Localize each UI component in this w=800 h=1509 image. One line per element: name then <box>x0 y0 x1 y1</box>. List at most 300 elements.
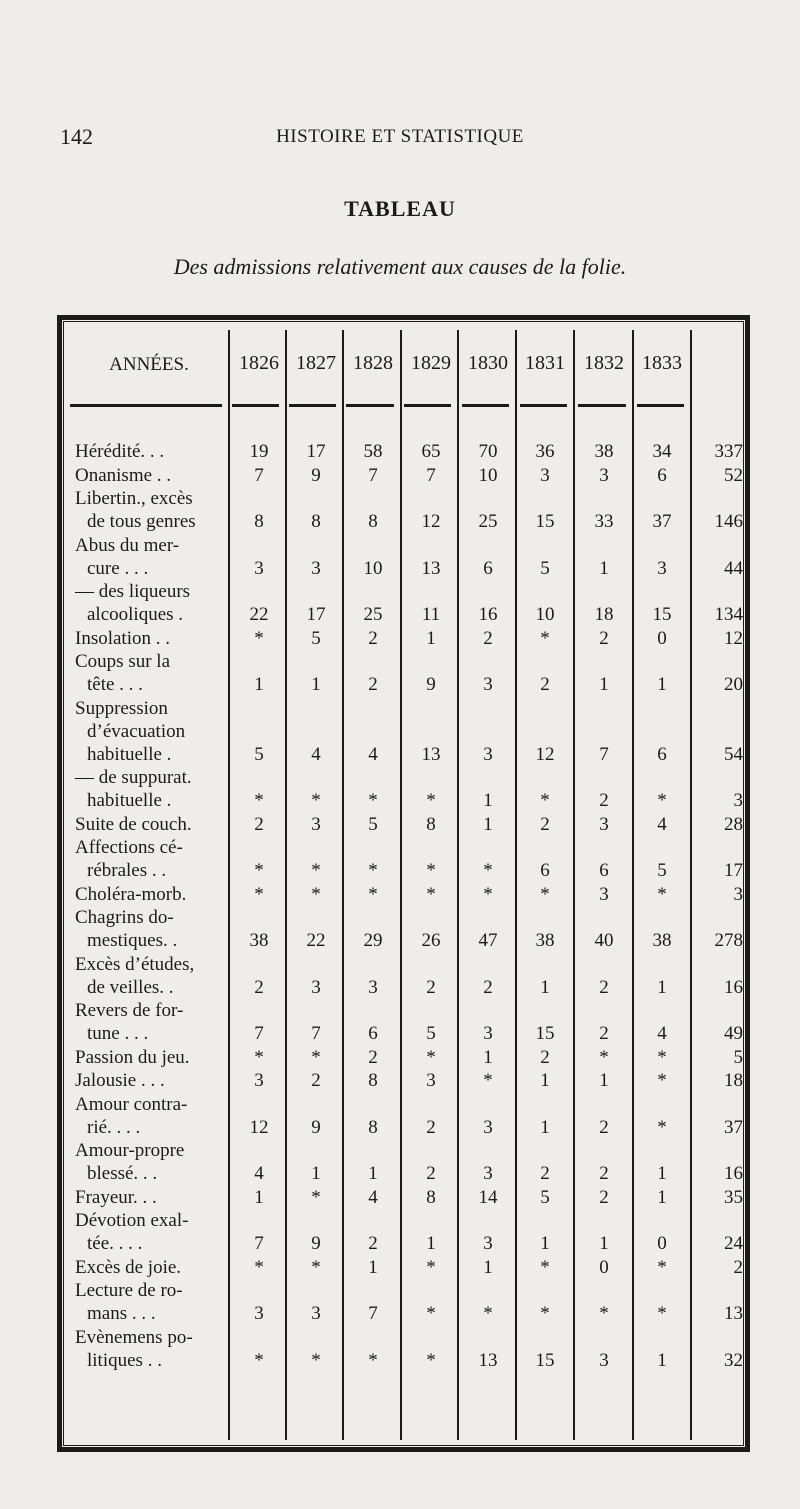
year-value-cell: 9 <box>311 464 321 486</box>
table-row <box>0 650 800 696</box>
year-value-cell: 2 <box>426 1163 436 1184</box>
year-value-cell: 3 <box>368 976 378 998</box>
year-value-cell: 2 <box>540 1163 550 1184</box>
year-value-cell: 38 <box>249 930 269 951</box>
year-value-cell: 3 <box>483 743 493 765</box>
table-row <box>0 580 800 626</box>
year-value-cell: 3 <box>657 557 667 579</box>
year-value-cell: 2 <box>368 674 378 695</box>
table-row <box>0 534 800 580</box>
year-header-1830: 1830 <box>468 352 508 374</box>
year-value-cell: 4 <box>657 1023 667 1044</box>
year-value-cell: 1 <box>426 1233 436 1254</box>
year-value-cell: 18 <box>594 604 614 625</box>
year-value-cell: 1 <box>599 674 609 695</box>
year-header-1832: 1832 <box>584 352 624 374</box>
year-value-cell: 0 <box>657 627 667 649</box>
year-value-cell: * <box>540 790 550 811</box>
year-header-1826: 1826 <box>239 352 279 374</box>
year-value-cell: 37 <box>652 511 672 532</box>
year-value-cell: 1 <box>599 1233 609 1254</box>
cause-label-line: Excès d’études, <box>75 953 195 975</box>
year-value-cell: * <box>657 1256 667 1278</box>
header-rule <box>232 404 279 407</box>
year-value-cell: * <box>311 1046 321 1068</box>
total-cell: 16 <box>724 1163 743 1184</box>
table-row <box>0 1069 800 1092</box>
year-value-cell: * <box>426 1303 436 1324</box>
year-value-cell: 7 <box>426 464 436 486</box>
table-row <box>0 1279 800 1325</box>
cause-label <box>75 697 230 766</box>
cause-label <box>75 813 230 836</box>
year-value-cell: * <box>540 1256 550 1278</box>
year-value-cell: * <box>311 1349 321 1371</box>
year-value-cell: * <box>254 627 264 649</box>
years-header-label: ANNÉES. <box>109 354 189 375</box>
total-cell: 28 <box>724 813 743 835</box>
total-cell: 3 <box>733 883 743 905</box>
cause-label-line: Evènemens po- <box>75 1326 193 1348</box>
year-value-cell: 5 <box>540 557 550 579</box>
year-value-cell: 3 <box>483 1163 493 1184</box>
cause-label-line: Hérédité. . . <box>75 441 165 462</box>
year-header-1828: 1828 <box>353 352 393 374</box>
cause-label-line: tête . . . <box>87 674 143 695</box>
year-value-cell: 38 <box>594 441 614 462</box>
cause-label-line: Choléra-morb. <box>75 883 187 905</box>
cause-label-line: Jalousie . . . <box>75 1070 165 1091</box>
table-row <box>0 697 800 766</box>
year-value-cell: 1 <box>483 813 493 835</box>
total-cell: 3 <box>733 790 743 811</box>
year-value-cell: 14 <box>478 1186 498 1208</box>
year-value-cell: * <box>311 860 321 881</box>
year-value-cell: 22 <box>306 930 326 951</box>
table-row <box>0 1326 800 1372</box>
total-cell: 134 <box>714 604 743 625</box>
year-value-cell: 8 <box>426 1186 436 1208</box>
year-value-cell: 3 <box>311 557 321 579</box>
year-value-cell: 17 <box>306 441 326 462</box>
table-row <box>0 1209 800 1255</box>
year-header-1829: 1829 <box>411 352 451 374</box>
year-header-1833: 1833 <box>642 352 682 374</box>
year-value-cell: * <box>426 1256 436 1278</box>
year-value-cell: 65 <box>421 441 441 462</box>
year-value-cell: 70 <box>478 441 498 462</box>
year-value-cell: 15 <box>652 604 672 625</box>
year-value-cell: 2 <box>599 976 609 998</box>
year-value-cell: * <box>599 1303 609 1324</box>
year-value-cell: 1 <box>483 790 493 811</box>
year-value-cell: 2 <box>254 813 264 835</box>
year-header-1831: 1831 <box>525 352 565 374</box>
year-value-cell: 3 <box>599 1349 609 1371</box>
year-value-cell: 3 <box>483 1233 493 1254</box>
header-rule <box>520 404 567 407</box>
year-value-cell: 1 <box>254 1186 264 1208</box>
year-value-cell: 1 <box>311 1163 321 1184</box>
total-cell: 12 <box>724 627 743 649</box>
year-value-cell: 33 <box>594 511 614 532</box>
cause-label <box>75 487 230 533</box>
total-cell: 44 <box>724 557 743 579</box>
year-value-cell: * <box>368 883 378 905</box>
year-value-cell: * <box>254 860 264 881</box>
table-row <box>0 1046 800 1069</box>
year-value-cell: * <box>426 883 436 905</box>
year-value-cell: 3 <box>311 976 321 998</box>
year-value-cell: * <box>254 1349 264 1371</box>
year-value-cell: 3 <box>599 813 609 835</box>
page-number: 142 <box>60 124 93 149</box>
header-rule <box>70 404 222 407</box>
cause-label-line: Lecture de ro- <box>75 1280 183 1301</box>
table-row <box>0 906 800 952</box>
total-cell: 278 <box>714 930 743 951</box>
cause-label <box>75 1139 230 1185</box>
year-value-cell: * <box>368 1349 378 1371</box>
year-value-cell: * <box>483 860 493 881</box>
cause-label <box>75 1209 230 1255</box>
year-value-cell: 7 <box>254 464 264 486</box>
cause-label-line: — des liqueurs <box>75 581 191 602</box>
total-cell: 2 <box>733 1256 743 1278</box>
cause-label <box>75 1326 230 1372</box>
year-value-cell: 2 <box>540 1046 550 1068</box>
year-value-cell: 1 <box>657 674 667 695</box>
year-header-1827: 1827 <box>296 352 336 374</box>
cause-label-line: Amour contra- <box>75 1093 188 1115</box>
year-value-cell: 1 <box>657 976 667 998</box>
year-value-cell: 9 <box>311 1116 321 1138</box>
year-value-cell: 1 <box>254 674 264 695</box>
cause-label <box>75 440 230 463</box>
year-value-cell: 17 <box>306 604 326 625</box>
year-value-cell: 8 <box>368 1116 378 1138</box>
year-value-cell: 3 <box>599 883 609 905</box>
year-value-cell: 6 <box>599 860 609 881</box>
year-value-cell: 5 <box>426 1023 436 1044</box>
year-value-cell: 10 <box>535 604 555 625</box>
year-value-cell: 4 <box>368 1186 378 1208</box>
year-value-cell: 7 <box>254 1023 264 1044</box>
year-value-cell: 1 <box>540 1116 550 1138</box>
total-cell: 18 <box>724 1070 743 1091</box>
year-value-cell: 1 <box>657 1163 667 1184</box>
year-value-cell: 13 <box>421 557 441 579</box>
year-value-cell: 15 <box>535 1349 555 1371</box>
year-value-cell: 4 <box>311 743 321 765</box>
year-value-cell: * <box>540 627 550 649</box>
running-title: HISTOIRE ET STATISTIQUE <box>276 126 524 147</box>
year-value-cell: * <box>657 790 667 811</box>
cause-label-line: habituelle . <box>87 790 172 811</box>
header-rule <box>289 404 336 407</box>
total-cell: 52 <box>724 464 743 486</box>
header-rule <box>578 404 626 407</box>
year-value-cell: 6 <box>368 1023 378 1044</box>
year-value-cell: 0 <box>599 1256 609 1278</box>
year-value-cell: 3 <box>311 813 321 835</box>
total-cell: 5 <box>733 1046 743 1068</box>
year-value-cell: 1 <box>368 1163 378 1184</box>
table-row <box>0 836 800 882</box>
year-value-cell: * <box>311 790 321 811</box>
cause-label <box>75 999 230 1045</box>
year-value-cell: * <box>483 1070 493 1091</box>
year-value-cell: 5 <box>311 627 321 649</box>
year-value-cell: 8 <box>254 511 264 532</box>
cause-label-line: d’évacuation <box>87 720 186 742</box>
year-value-cell: 7 <box>311 1023 321 1044</box>
table-row <box>0 1093 800 1139</box>
cause-label <box>75 766 230 812</box>
cause-label <box>75 883 230 906</box>
table-row <box>0 440 800 463</box>
year-value-cell: 16 <box>478 604 498 625</box>
cause-label <box>75 534 230 580</box>
year-value-cell: 2 <box>540 674 550 695</box>
table-row <box>0 766 800 812</box>
year-value-cell: 25 <box>478 511 498 532</box>
year-value-cell: 3 <box>254 1303 264 1324</box>
table-subtitle: Des admissions relativement aux causes de la folie. <box>173 254 627 279</box>
total-cell: 17 <box>724 860 743 881</box>
cause-label-line: Chagrins do- <box>75 907 174 928</box>
year-value-cell: * <box>657 1303 667 1324</box>
year-value-cell: 2 <box>368 627 378 649</box>
year-value-cell: * <box>657 1116 667 1138</box>
year-value-cell: * <box>657 1046 667 1068</box>
cause-label-line: Amour-propre <box>75 1140 185 1161</box>
year-value-cell: * <box>483 883 493 905</box>
cause-label <box>75 650 230 696</box>
year-value-cell: 5 <box>368 813 378 835</box>
total-cell: 20 <box>724 674 743 695</box>
header-rule <box>637 404 684 407</box>
cause-label-line: alcooliques . <box>87 604 184 625</box>
year-value-cell: 12 <box>421 511 441 532</box>
year-value-cell: * <box>483 1303 493 1324</box>
year-value-cell: 1 <box>540 1070 550 1091</box>
year-value-cell: 29 <box>363 930 383 951</box>
cause-label-line: habituelle . <box>87 743 172 765</box>
year-value-cell: 9 <box>426 674 436 695</box>
year-value-cell: 8 <box>311 511 321 532</box>
year-value-cell: 7 <box>599 743 609 765</box>
cause-label <box>75 627 230 650</box>
cause-label-line: mans . . . <box>87 1303 156 1324</box>
year-value-cell: 38 <box>652 930 672 951</box>
year-value-cell: 6 <box>540 860 550 881</box>
year-value-cell: 2 <box>426 1116 436 1138</box>
cause-label-line: rié. . . . <box>87 1116 141 1138</box>
cause-label <box>75 1256 230 1279</box>
cause-label-line: litiques . . <box>87 1349 162 1371</box>
cause-label-line: cure . . . <box>87 557 149 579</box>
year-value-cell: 2 <box>599 1163 609 1184</box>
cause-label-line: — de suppurat. <box>75 767 192 788</box>
cause-label-line: Coups sur la <box>75 651 170 672</box>
header-rule <box>404 404 451 407</box>
cause-label-line: Suppression <box>75 697 168 719</box>
table-row <box>0 813 800 836</box>
year-value-cell: * <box>311 883 321 905</box>
year-value-cell: 1 <box>599 557 609 579</box>
year-value-cell: 40 <box>594 930 614 951</box>
year-value-cell: 36 <box>535 441 555 462</box>
year-value-cell: * <box>368 790 378 811</box>
cause-label-line: rébrales . . <box>87 860 167 881</box>
year-value-cell: 6 <box>657 743 667 765</box>
year-value-cell: 7 <box>368 464 378 486</box>
year-value-cell: 5 <box>540 1186 550 1208</box>
year-value-cell: * <box>254 1256 264 1278</box>
year-value-cell: 2 <box>426 976 436 998</box>
year-value-cell: 2 <box>311 1070 321 1091</box>
year-value-cell: 22 <box>249 604 269 625</box>
year-value-cell: 2 <box>483 627 493 649</box>
year-value-cell: 3 <box>254 557 264 579</box>
year-value-cell: 1 <box>426 627 436 649</box>
year-value-cell: * <box>311 1186 321 1208</box>
year-value-cell: 1 <box>657 1186 667 1208</box>
cause-label-line: tune . . . <box>87 1023 149 1044</box>
year-value-cell: 2 <box>599 1116 609 1138</box>
table-row <box>0 1186 800 1209</box>
total-cell: 13 <box>724 1303 743 1324</box>
header-rule <box>346 404 394 407</box>
year-value-cell: * <box>599 1046 609 1068</box>
cause-label-line: Passion du jeu. <box>75 1046 190 1068</box>
year-value-cell: 1 <box>311 674 321 695</box>
year-value-cell: 2 <box>599 627 609 649</box>
cause-label <box>75 906 230 952</box>
year-value-cell: 7 <box>368 1303 378 1324</box>
year-value-cell: 2 <box>368 1046 378 1068</box>
year-value-cell: 3 <box>483 674 493 695</box>
year-value-cell: * <box>426 860 436 881</box>
year-value-cell: 1 <box>368 1256 378 1278</box>
year-value-cell: * <box>254 790 264 811</box>
year-value-cell: 3 <box>599 464 609 486</box>
cause-label <box>75 1069 230 1092</box>
year-value-cell: 1 <box>540 1233 550 1254</box>
year-value-cell: 38 <box>535 930 555 951</box>
year-value-cell: * <box>426 790 436 811</box>
cause-label-line: mestiques. . <box>87 930 178 951</box>
cause-label-line: Libertin., excès <box>75 488 193 509</box>
year-value-cell: * <box>254 883 264 905</box>
year-value-cell: 4 <box>657 813 667 835</box>
year-value-cell: * <box>540 1303 550 1324</box>
table-row <box>0 883 800 906</box>
table-header-row <box>0 352 800 382</box>
year-value-cell: 26 <box>421 930 441 951</box>
cause-label-line: Frayeur. . . <box>75 1186 157 1208</box>
cause-label-line: tée. . . . <box>87 1233 143 1254</box>
table-row <box>0 1256 800 1279</box>
year-value-cell: 6 <box>657 464 667 486</box>
cause-label-line: Excès de joie. <box>75 1256 182 1278</box>
total-cell: 24 <box>724 1233 743 1254</box>
year-value-cell: 1 <box>540 976 550 998</box>
year-value-cell: 0 <box>657 1233 667 1254</box>
cause-label-line: Revers de for- <box>75 1000 184 1021</box>
cause-label <box>75 580 230 626</box>
year-value-cell: 2 <box>599 1023 609 1044</box>
cause-label <box>75 836 230 882</box>
year-value-cell: 47 <box>478 930 498 951</box>
year-value-cell: 1 <box>657 1349 667 1371</box>
table-row <box>0 1139 800 1185</box>
cause-label-line: blessé. . . <box>87 1163 158 1184</box>
year-value-cell: 5 <box>254 743 264 765</box>
year-value-cell: 15 <box>535 1023 555 1044</box>
total-cell: 35 <box>724 1186 743 1208</box>
year-value-cell: 3 <box>483 1116 493 1138</box>
cause-label-line: Abus du mer- <box>75 534 180 556</box>
year-value-cell: * <box>426 1046 436 1068</box>
table-row <box>0 999 800 1045</box>
year-value-cell: 8 <box>426 813 436 835</box>
year-value-cell: 19 <box>249 441 269 462</box>
total-cell: 146 <box>714 511 743 532</box>
year-value-cell: * <box>540 883 550 905</box>
total-cell: 54 <box>724 743 743 765</box>
year-value-cell: 2 <box>483 976 493 998</box>
year-value-cell: 13 <box>421 743 441 765</box>
year-value-cell: * <box>368 860 378 881</box>
page-header <box>0 120 800 152</box>
cause-label <box>75 464 230 487</box>
year-value-cell: 6 <box>483 557 493 579</box>
year-value-cell: 1 <box>483 1046 493 1068</box>
year-value-cell: 3 <box>311 1303 321 1324</box>
total-cell: 37 <box>724 1116 743 1138</box>
cause-label <box>75 1093 230 1139</box>
total-cell: 32 <box>724 1349 743 1371</box>
year-value-cell: 3 <box>540 464 550 486</box>
cause-label <box>75 1279 230 1325</box>
year-value-cell: 7 <box>254 1233 264 1254</box>
year-value-cell: 2 <box>540 813 550 835</box>
cause-label-line: Suite de couch. <box>75 813 192 835</box>
cause-label-line: Affections cé- <box>75 837 183 858</box>
year-value-cell: 34 <box>652 441 672 462</box>
year-value-cell: 58 <box>363 441 383 462</box>
year-value-cell: 2 <box>599 790 609 811</box>
table-row <box>0 487 800 533</box>
year-value-cell: 4 <box>368 743 378 765</box>
year-value-cell: 3 <box>426 1070 436 1091</box>
year-value-cell: 9 <box>311 1233 321 1254</box>
cause-label-line: Insolation . . <box>75 627 170 649</box>
year-value-cell: 25 <box>363 604 383 625</box>
year-value-cell: 11 <box>421 604 441 625</box>
year-value-cell: 3 <box>483 1023 493 1044</box>
year-value-cell: * <box>311 1256 321 1278</box>
cause-label-line: Onanisme . . <box>75 464 172 486</box>
header-rule <box>462 404 509 407</box>
table-row <box>0 953 800 999</box>
year-value-cell: * <box>657 1070 667 1091</box>
cause-label-line: de veilles. . <box>87 976 174 998</box>
year-value-cell: 2 <box>599 1186 609 1208</box>
year-value-cell: 8 <box>368 1070 378 1091</box>
